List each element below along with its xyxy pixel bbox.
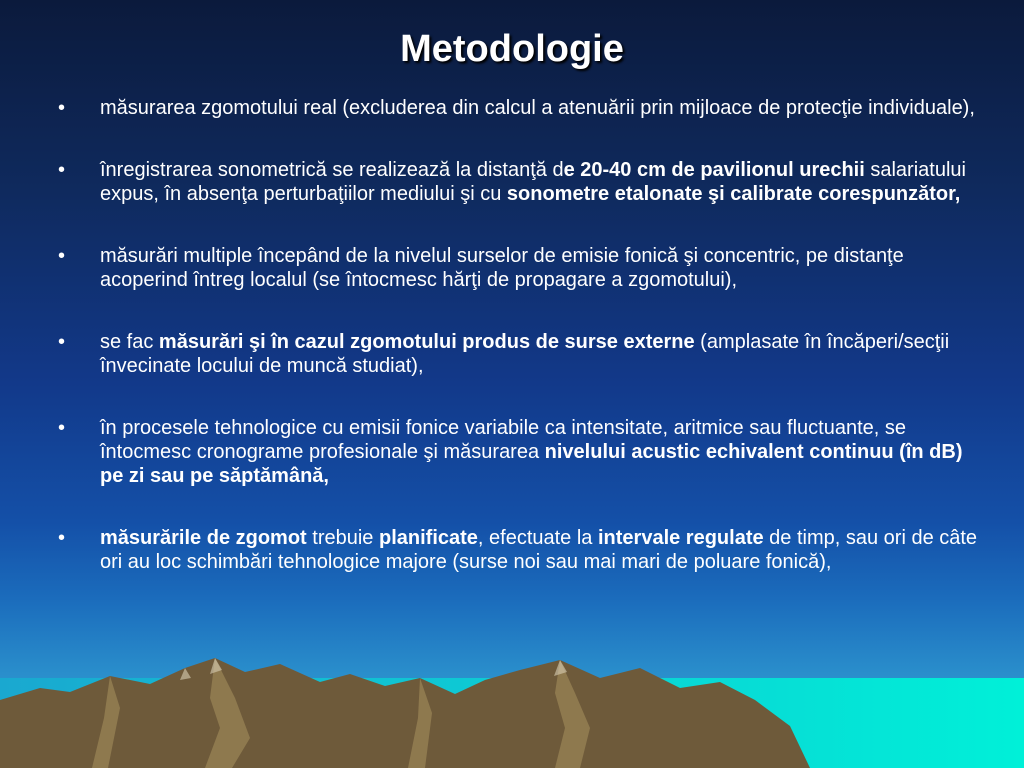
mountain-landscape: [0, 638, 1024, 768]
bullet-emphasis: măsurări şi în cazul zgomotului produs de surse externe: [158, 331, 695, 353]
bullet-item: [58, 96, 978, 120]
bullet-list: [58, 96, 978, 574]
bullet-text: salariatului expus, în absenţa perturbaţiilor mediului şi cu: [100, 159, 966, 205]
bullet-item: [58, 158, 978, 206]
bullet-icon: •: [58, 527, 66, 549]
bullet-item: [58, 330, 978, 378]
mountain-range: [0, 658, 810, 768]
bullet-icon: •: [58, 245, 66, 267]
bullet-item: [58, 526, 978, 574]
bullet-emphasis: planificate: [378, 527, 478, 549]
bullet-emphasis: e 20-40 cm de pavilionul urechii: [563, 159, 865, 181]
bullet-emphasis: măsurările de zgomot: [100, 527, 307, 549]
bullet-icon: •: [58, 331, 66, 353]
bullet-icon: •: [58, 417, 66, 439]
bullet-icon: •: [58, 97, 66, 119]
bullet-text: se fac: [100, 331, 159, 353]
slide-title: Metodologie: [400, 28, 624, 70]
bullet-text: în procesele tehnologice cu emisii fonice variabile ca intensitate, aritmice sau fluctuante, se întocmesc cronograme profesionale şi măsurarea: [100, 417, 906, 463]
bullet-emphasis: intervale regulate: [597, 527, 764, 549]
bullet-item: [58, 416, 978, 488]
bullet-text: măsurări multiple începând de la nivelul surselor de emisie fonică şi concentric, pe distanţe acoperind întreg localul (se întocmesc hărţi de propagare a zgomotului),: [100, 245, 904, 291]
bullet-text: de timp, sau ori de câte ori au loc schimbări tehnologice majore (surse noi sau mai mari de poluare fonică),: [100, 527, 978, 573]
bullet-icon: •: [58, 159, 66, 181]
bullet-text: , efectuate la: [477, 527, 598, 549]
bullet-text: trebuie: [306, 527, 379, 549]
bullet-item: [58, 244, 978, 292]
bullet-text: măsurarea zgomotului real (excluderea din calcul a atenuării prin mijloace de protecţie individuale),: [100, 97, 975, 119]
bullet-text: (amplasate în încăperi/secţii învecinate locului de muncă studiat),: [100, 331, 950, 377]
bullet-text: înregistrarea sonometrică se realizează la distanţă d: [100, 159, 564, 181]
bullet-emphasis: sonometre etalonate şi calibrate corespunzător,: [506, 183, 961, 205]
bullet-emphasis: nivelului acustic echivalent continuu (în dB) pe zi sau pe săptămână,: [100, 441, 963, 487]
